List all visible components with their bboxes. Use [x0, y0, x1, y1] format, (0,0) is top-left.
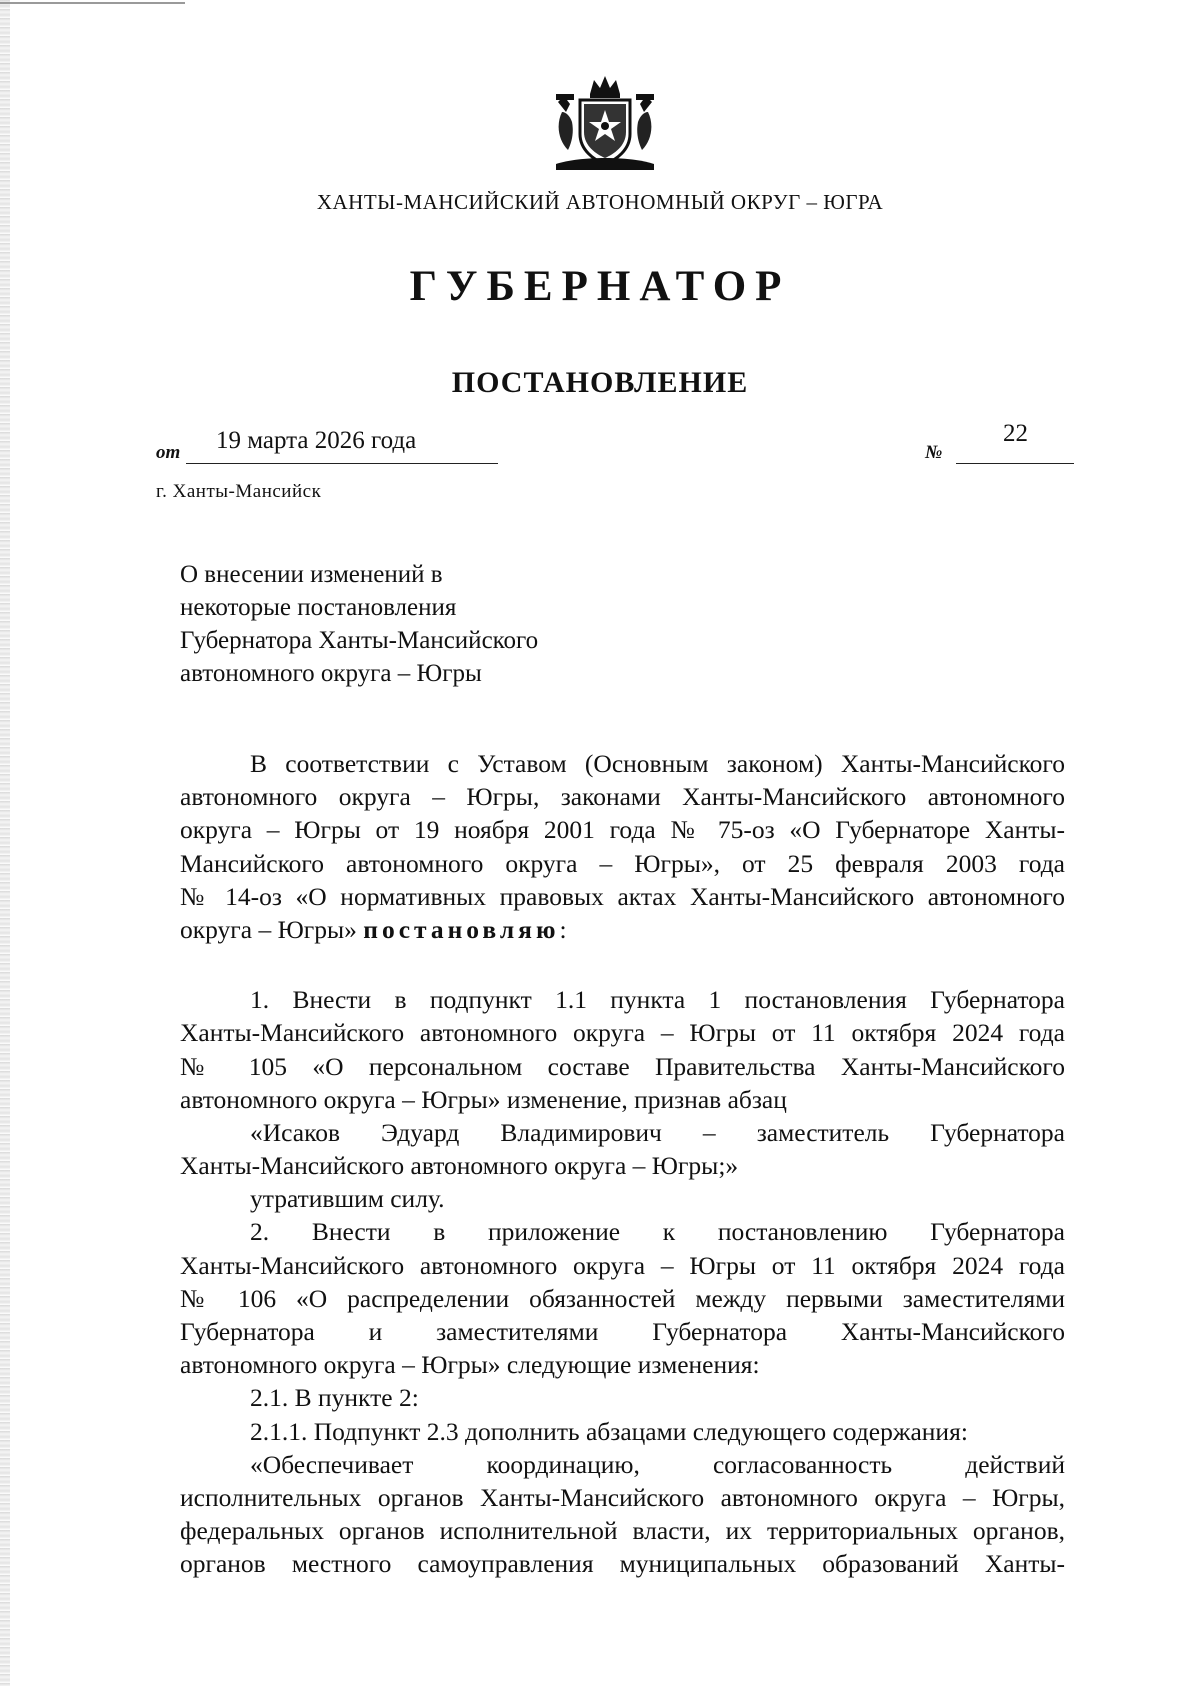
- item2-quote-line: федеральных органов исполнительной власти, их территориальных органов,: [180, 1516, 1065, 1546]
- item2-quote-line: исполнительных органов Ханты-Мансийского автономного округа – Югры,: [180, 1482, 1065, 1512]
- item2-sub1: 2.1. В пункте 2:: [250, 1383, 419, 1413]
- item1-quote-line: Ханты-Мансийского автономного округа – Югры;»: [180, 1151, 739, 1181]
- date-label: от: [156, 442, 181, 463]
- item2-line: автономного округа – Югры» следующие изменения:: [180, 1350, 760, 1380]
- document-body: [180, 747, 1065, 1581]
- item1-line: Ханты-Мансийского автономного округа – Югры от 11 октября 2024 года: [180, 1018, 1065, 1048]
- preamble-last-text: округа – Югры»: [180, 914, 357, 944]
- item1-line: 1. Внести в подпункт 1.1 пункта 1 постановления Губернатора: [250, 985, 1065, 1015]
- document-number: 22: [1003, 420, 1028, 447]
- preamble-line: Мансийского автономного округа – Югры», от 25 февраля 2003 года: [180, 848, 1065, 878]
- coat-of-arms-icon: [550, 72, 660, 176]
- item1-line: № 105 «О персональном составе Правительства Ханты-Мансийского: [180, 1051, 1065, 1081]
- document-type-title: ПОСТАНОВЛЕНИЕ: [451, 366, 749, 399]
- subject-line: О внесении изменений в: [180, 561, 443, 588]
- item1-quote-line: «Исаков Эдуард Владимирович – заместитель Губернатора: [250, 1117, 1065, 1147]
- document-date: 19 марта 2026 года: [216, 427, 417, 454]
- governor-title: ГУБЕРНАТОР: [409, 263, 791, 310]
- item1-final-line: утратившим силу.: [250, 1184, 445, 1214]
- preamble-last-line: [180, 913, 1065, 946]
- region-title: ХАНТЫ-МАНСИЙСКИЙ АВТОНОМНЫЙ ОКРУГ – ЮГРА: [316, 190, 884, 214]
- item2-line: Губернатора и заместителями Губернатора Ханты-Мансийского: [180, 1317, 1065, 1346]
- item2-line: Ханты-Мансийского автономного округа – Югры от 11 октября 2024 года: [180, 1250, 1065, 1280]
- item2-sub11: 2.1.1. Подпункт 2.3 дополнить абзацами следующего содержания:: [250, 1416, 968, 1446]
- number-label: №: [925, 442, 943, 463]
- decree-keyword: постановляю: [363, 914, 560, 944]
- preamble-line: № 14-оз «О нормативных правовых актах Ханты-Мансийского автономного: [180, 881, 1065, 911]
- issuing-city: г. Ханты-Мансийск: [156, 481, 322, 502]
- scan-edge: [0, 0, 10, 1686]
- preamble-line: В соответствии с Уставом (Основным законом) Ханты-Мансийского: [250, 749, 1065, 778]
- document-subject: [180, 558, 538, 690]
- scan-top-line: [0, 2, 185, 4]
- item2-quote-line: органов местного самоуправления муниципальных образований Ханты-: [180, 1549, 1065, 1579]
- subject-line: Губернатора Ханты-Мансийского: [180, 627, 539, 654]
- subject-line: автономного округа – Югры: [180, 660, 482, 687]
- paragraph-gap: [180, 946, 1065, 983]
- item1-line: автономного округа – Югры» изменение, признав абзац: [180, 1084, 787, 1114]
- preamble-line: округа – Югры от 19 ноября 2001 года № 75-оз «О Губернаторе Ханты-: [180, 815, 1065, 845]
- preamble-line: автономного округа – Югры, законами Ханты-Мансийского автономного: [180, 782, 1065, 812]
- item2-line: 2. Внести в приложение к постановлению Губернатора: [250, 1217, 1065, 1247]
- preamble-colon: :: [559, 914, 567, 944]
- date-underline: [186, 463, 498, 464]
- item2-line: № 106 «О распределении обязанностей между первыми заместителями: [180, 1283, 1065, 1313]
- item2-quote-line: «Обеспечивает координацию, согласованность действий: [250, 1449, 1065, 1479]
- number-underline: [956, 463, 1074, 464]
- subject-line: некоторые постановления: [180, 594, 457, 621]
